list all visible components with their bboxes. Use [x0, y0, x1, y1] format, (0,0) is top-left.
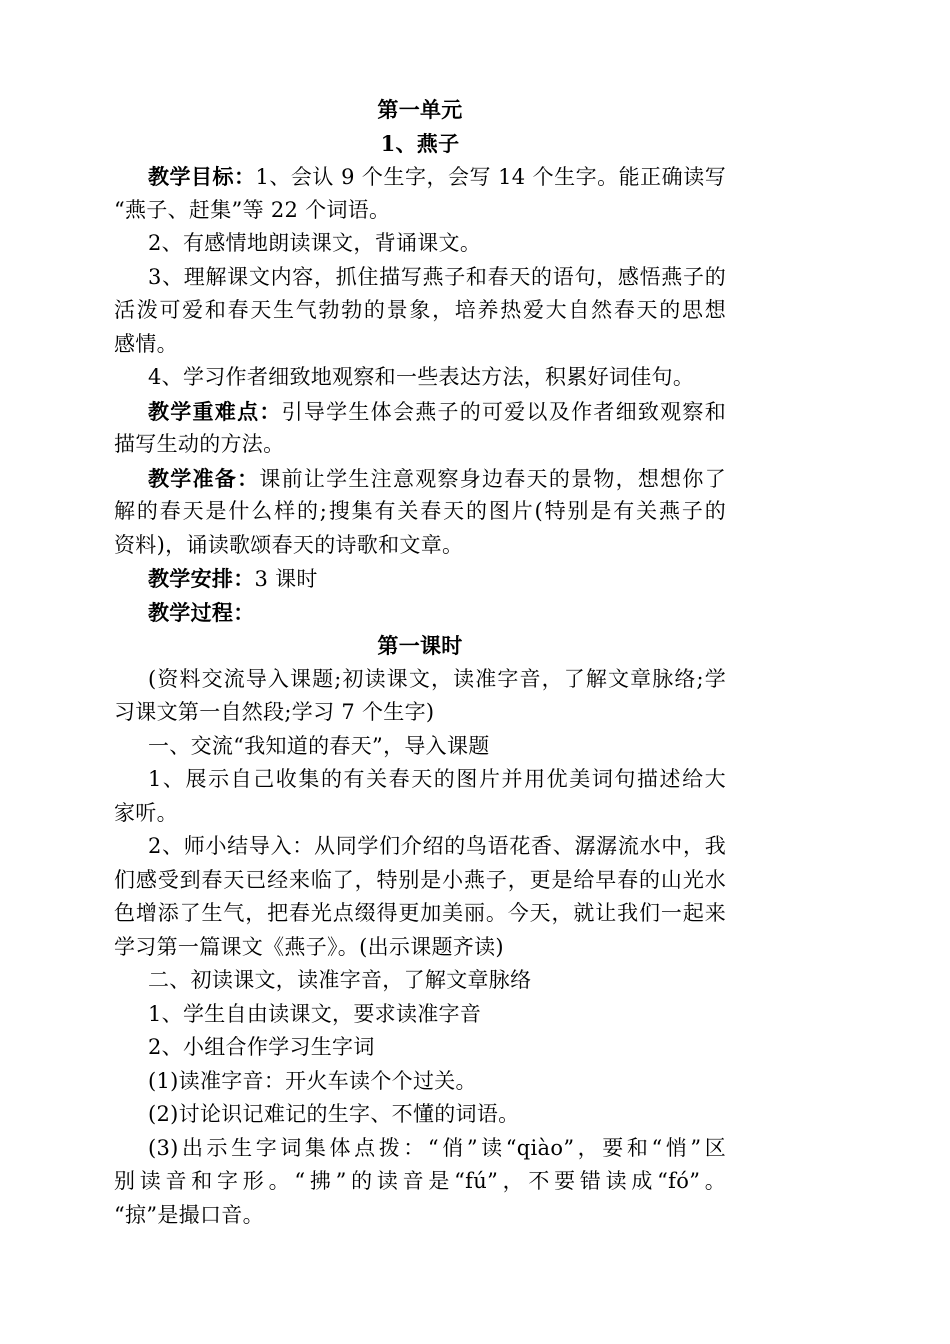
section-2-heading: 二、初读课文，读准字音，了解文章脉络 [148, 968, 532, 992]
objective-2: 2、有感情地朗读课文，背诵课文。 [148, 231, 482, 255]
section-1-item-2-cont-2: 色增添了生气，把春光点缀得更加美丽。今天，就让我们一起来 [114, 901, 726, 925]
objective-3: 3、理解课文内容，抓住描写燕子和春天的语句，感悟燕子的 [148, 264, 726, 289]
prep-text: 课前让学生注意观察身边春天的景物，想想你了 [259, 466, 726, 491]
process-label: 教学过程： [148, 599, 255, 625]
lesson-title: 1、燕子 [380, 130, 460, 156]
period-title: 第一课时 [377, 633, 463, 658]
unit-title: 第一单元 [377, 97, 463, 122]
objective-3-cont: 活泼可爱和春天生气勃勃的景象，培养热爱大自然春天的思想 [114, 298, 726, 322]
objectives-text-cont: “燕子、赶集”等 22 个词语。 [114, 197, 391, 222]
prep-text-end: 资料)，诵读歌颂春天的诗歌和文章。 [114, 532, 464, 557]
section-1-item-1: 1、展示自己收集的有关春天的图片并用优美词句描述给大 [148, 767, 726, 791]
keypoints-text-cont: 描写生动的方法。 [114, 432, 285, 456]
section-2-sub-3-end: “掠”是撮口音。 [114, 1202, 264, 1227]
schedule-value: 3 课时 [254, 567, 318, 591]
objectives-paragraph [114, 160, 726, 194]
section-2-sub-3: (3)出示生字词集体点拨：“俏”读“qiào”，要和“悄”区 [148, 1135, 726, 1160]
section-1-item-2: 2、师小结导入：从同学们介绍的鸟语花香、潺潺流水中，我 [148, 834, 726, 858]
section-1-heading: 一、交流“我知道的春天”，导入课题 [148, 733, 490, 758]
keypoints-label: 教学重难点： [148, 398, 282, 424]
document-page [114, 93, 726, 1232]
prep-paragraph [114, 462, 726, 496]
objectives-label: 教学目标： [148, 164, 256, 189]
section-2-sub-3-cont: 别读音和字形。“拂”的读音是“fú”，不要错读成“fó”。 [114, 1169, 726, 1193]
keypoints-text: 引导学生体会燕子的可爱以及作者细致观察和 [281, 399, 726, 424]
section-1-item-2-cont-3: 学习第一篇课文《燕子》。(出示课题齐读) [114, 934, 504, 959]
section-2-sub-2: (2)讨论识记难记的生字、不懂的词语。 [148, 1102, 520, 1126]
schedule-label: 教学安排： [148, 566, 255, 591]
section-2-sub-1: (1)读准字音：开火车读个个过关。 [148, 1068, 477, 1093]
objectives-text: 1、会认 9 个生字，会写 14 个生字。能正确读写 [255, 165, 726, 189]
period-summary-cont: 习课文第一自然段;学习 7 个生字) [114, 700, 435, 724]
section-2-item-2: 2、小组合作学习生字词 [148, 1035, 375, 1059]
prep-text-cont: 解的春天是什么样的;搜集有关春天的图片(特别是有关燕子的 [114, 499, 726, 523]
section-1-item-1-cont: 家听。 [114, 800, 178, 825]
objective-4: 4、学习作者细致地观察和一些表达方法，积累好词佳句。 [148, 365, 695, 389]
section-2-item-1: 1、学生自由读课文，要求读准字音 [148, 1001, 482, 1026]
objective-3-end: 感情。 [114, 331, 178, 356]
keypoints-paragraph [114, 395, 726, 429]
schedule-paragraph [114, 562, 726, 596]
section-1-item-2-cont-1: 们感受到春天已经来临了，特别是小燕子，更是给早春的山光水 [114, 867, 726, 892]
period-summary: (资料交流导入课题;初读课文，读准字音，了解文章脉络;学 [148, 666, 726, 691]
prep-label: 教学准备： [148, 465, 260, 491]
